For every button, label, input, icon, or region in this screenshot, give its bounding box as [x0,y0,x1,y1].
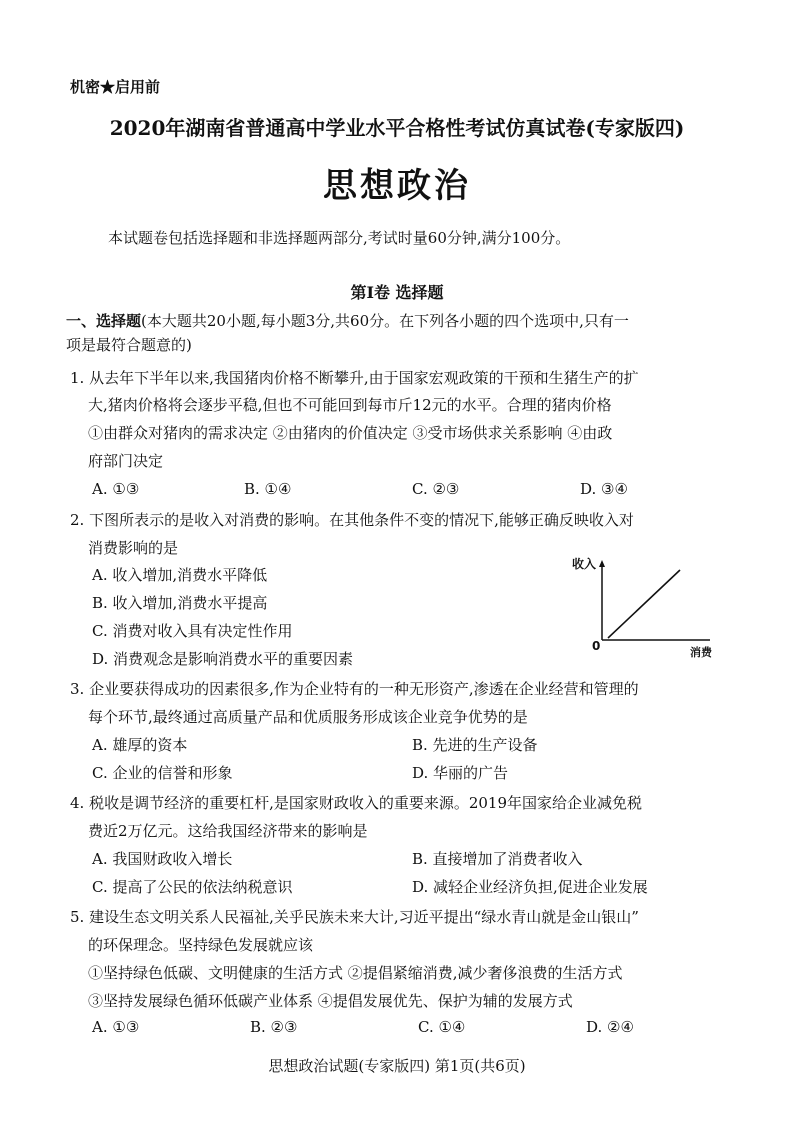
q4-stem-line-1: 4. 税收是调节经济的重要杠杆,是国家财政收入的重要来源。2019年国家给企业减免税 [70,794,643,812]
q5-choice-d: D. ②④ [586,1018,634,1036]
q4-choice-a: A. 我国财政收入增长 [92,850,233,868]
q3-choice-b: B. 先进的生产设备 [412,736,538,754]
q1-stem-line-2: 大,猪肉价格将会逐步平稳,但也不可能回到每市斤12元的水平。合理的猪肉价格 [88,396,612,414]
page-footer: 思想政治试题(专家版四) 第1页(共6页) [268,1057,526,1075]
q3-choice-c: C. 企业的信誉和形象 [92,764,233,782]
q3-stem-line-2: 每个环节,最终通过高质量产品和优质服务形成该企业竞争优势的是 [88,708,528,726]
q5-stem-line-2: 的环保理念。坚持绿色发展就应该 [88,936,314,954]
exam-intro: 本试题卷包括选择题和非选择题两部分,考试时量60分钟,满分100分。 [108,229,571,247]
confidential-label: 机密★启用前 [70,78,161,96]
q5-stem-line-1: 5. 建设生态文明关系人民福祉,关乎民族未来大计,习近平提出“绿水青山就是金山银山” [70,908,639,926]
q2-stem-line-2: 消费影响的是 [88,539,179,557]
q3-choice-a: A. 雄厚的资本 [92,736,188,754]
q2-choice-d: D. 消费观念是影响消费水平的重要因素 [92,650,354,668]
q1-choice-d: D. ③④ [580,480,628,498]
q2-choice-b: B. 收入增加,消费水平提高 [92,594,268,612]
income-consumption-graph [560,552,730,662]
q1-choice-a: A. ①③ [92,480,140,498]
q1-stem-line-1: 1. 从去年下半年以来,我国猪肉价格不断攀升,由于国家宏观政策的干预和生猪生产的扩 [70,369,639,387]
graph-y-axis-label: 收入 [572,557,597,571]
graph-income-consumption-line [608,570,680,638]
q3-choice-d: D. 华丽的广告 [412,764,509,782]
q1-choice-c: C. ②③ [412,480,460,498]
q2-stem-line-1: 2. 下图所表示的是收入对消费的影响。在其他条件不变的情况下,能够正确反映收入对 [70,511,634,529]
q4-stem-line-2: 费近2万亿元。这给我国经济带来的影响是 [88,822,368,840]
section-instructions [66,309,726,357]
section-head-desc-2: 项是最符合题意的) [66,336,192,354]
section-head-desc: (本大题共20小题,每小题3分,共60分。在下列各小题的四个选项中,只有一 [141,312,629,330]
section-head-label: 一、选择题 [66,312,142,330]
q2-choice-c: C. 消费对收入具有决定性作用 [92,622,293,640]
subject-title: 思想政治 [323,166,471,206]
q5-choice-a: A. ①③ [92,1018,140,1036]
q4-choice-b: B. 直接增加了消费者收入 [412,850,583,868]
q3-stem-line-1: 3. 企业要获得成功的因素很多,作为企业特有的一种无形资产,渗透在企业经营和管理的 [70,680,639,698]
q4-choice-c: C. 提高了公民的依法纳税意识 [92,878,293,896]
q4-choice-d: D. 减轻企业经济负担,促进企业发展 [412,878,648,896]
q5-options-line-1: ①坚持绿色低碳、文明健康的生活方式 ②提倡紧缩消费,减少奢侈浪费的生活方式 [88,964,623,982]
graph-x-axis-label: 消费 [690,646,712,659]
q2-choice-a: A. 收入增加,消费水平降低 [92,566,268,584]
graph-y-axis-arrow [599,560,605,567]
section-title: 第Ⅰ卷 选择题 [350,283,444,302]
q1-options-line-2: 府部门决定 [88,452,164,470]
q1-choice-b: B. ①④ [244,480,292,498]
q5-options-line-2: ③坚持发展绿色循环低碳产业体系 ④提倡发展优先、保护为辅的发展方式 [88,992,573,1010]
q1-options-line-1: ①由群众对猪肉的需求决定 ②由猪肉的价值决定 ③受市场供求关系影响 ④由政 [88,424,613,442]
graph-origin-label: 0 [592,639,601,653]
q5-choice-c: C. ①④ [418,1018,466,1036]
exam-title: 2020年湖南省普通高中学业水平合格性考试仿真试卷(专家版四) [109,116,685,140]
q5-choice-b: B. ②③ [250,1018,298,1036]
